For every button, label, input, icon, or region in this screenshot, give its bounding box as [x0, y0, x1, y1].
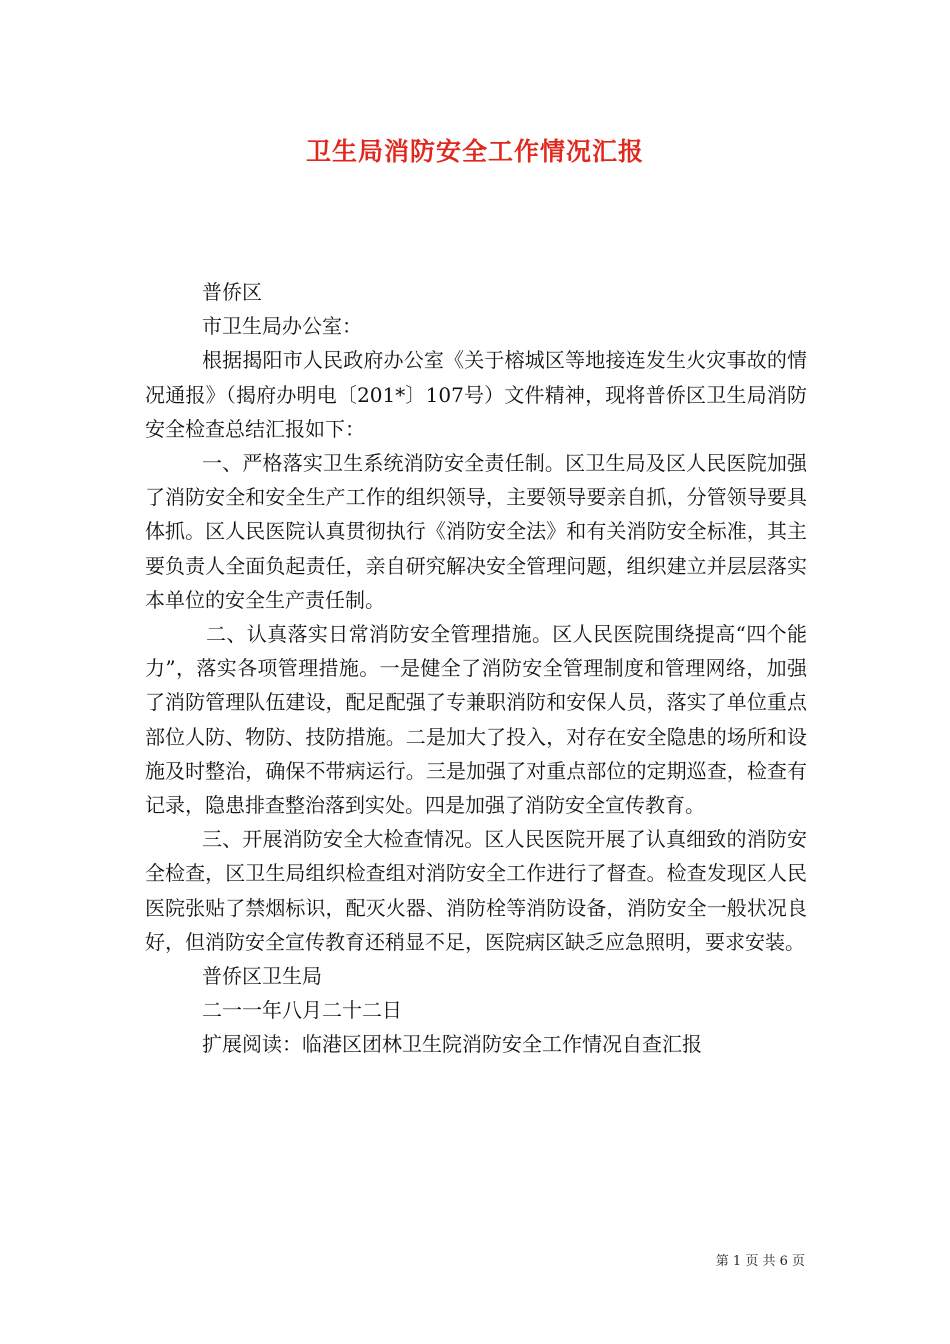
recipient-office: 市卫生局办公室： — [202, 314, 362, 339]
section-two-paragraph: 二、认真落实日常消防安全管理措施。区人民医院围绕提高“四个能力”，落实各项管理措施。一是健全了消防安全管理制度和管理网络，加强了消防管理队伍建设，配足配强了专兼职消防和安保人员，落实了单位重点部位人防、物防、技防措施。二是加大了投入，对存在安全隐患的场所和设施及时整治，确保不带病运行。三是加强了对重点部位的定期巡查，检查有记录，隐患排查整治落到实处。四是加强了消防安全宣传教育。 — [145, 622, 807, 818]
signature-org: 普侨区卫生局 — [202, 964, 322, 989]
section-one-paragraph: 一、严格落实卫生系统消防安全责任制。区卫生局及区人民医院加强了消防安全和安全生产工作的组织领导，主要领导要亲自抓，分管领导要具体抓。区人民医院认真贯彻执行《消防安全法》和有关消防安全标准，其主要负责人全面负起责任，亲自研究解决安全管理问题，组织建立并层层落实本单位的安全生产责任制。 — [145, 451, 807, 612]
recipient-line: 普侨区 — [202, 280, 262, 304]
section-three-paragraph: 三、开展消防安全大检查情况。区人民医院开展了认真细致的消防安全检查，区卫生局组织检查组对消防安全工作进行了督查。检查发现区人民医院张贴了禁烟标识，配灭火器、消防栓等消防设备，消防安全一般状况良好，但消防安全宣传教育还稍显不足，医院病区缺乏应急照明，要求安装。 — [145, 827, 807, 954]
intro-paragraph: 根据揭阳市人民政府办公室《关于榕城区等地接连发生火灾事故的情况通报》（揭府办明电〔201*〕107号）文件精神，现将普侨区卫生局消防安全检查总结汇报如下： — [145, 348, 807, 441]
page-indicator: 第 1 页 共 6 页 — [715, 1254, 805, 1269]
signature-date: 二一一年八月二十二日 — [202, 998, 402, 1023]
extended-reading-link: 扩展阅读：临港区团林卫生院消防安全工作情况自查汇报 — [202, 1032, 702, 1057]
document-title: 卫生局消防安全工作情况汇报 — [305, 137, 644, 166]
document-body — [145, 275, 807, 1062]
